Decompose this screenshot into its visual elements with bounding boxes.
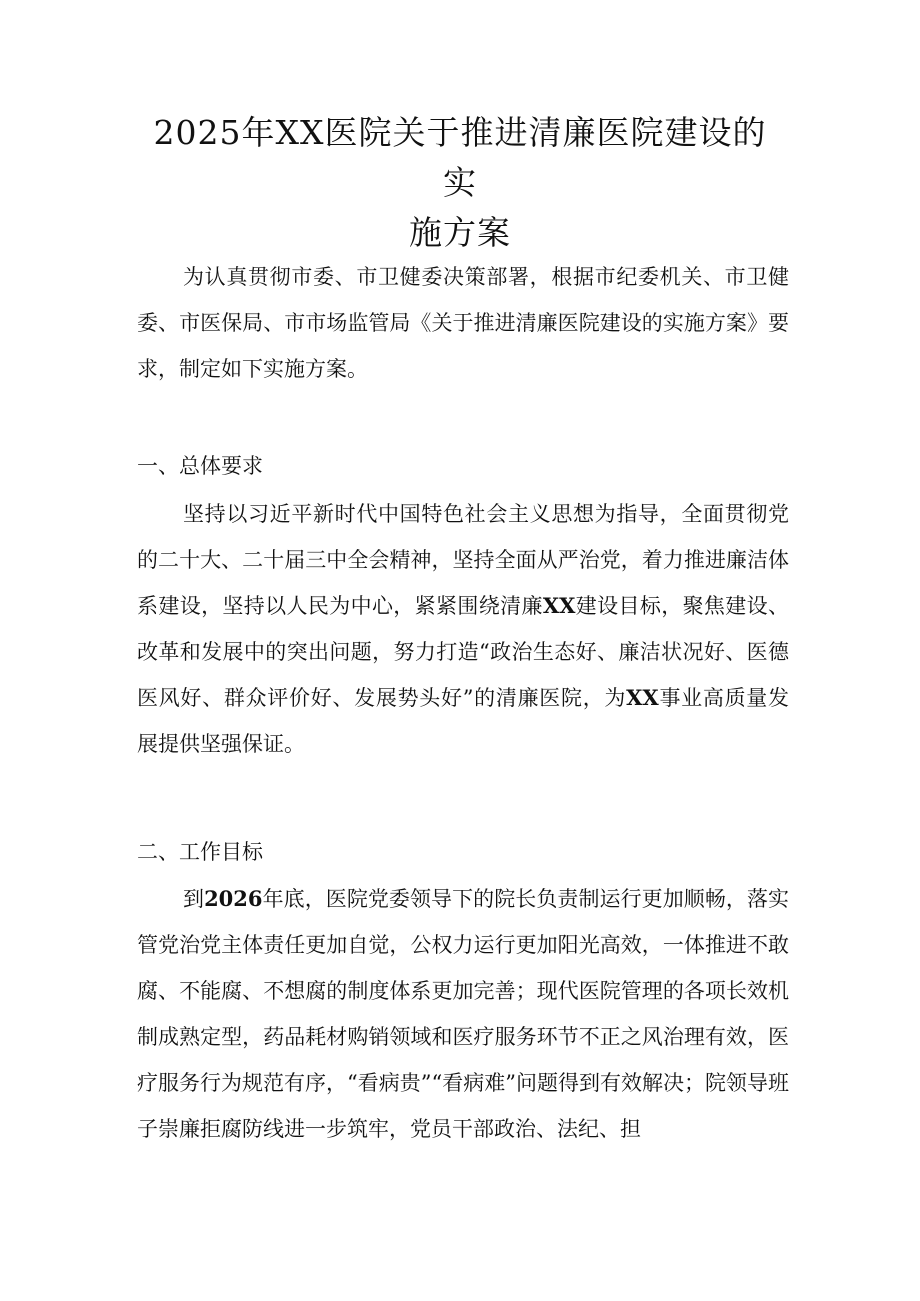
section-1-text-a: 坚持以习近平新时代中国特色社会主义思想为指导，全面贯彻党的二十大、二十届三中全会精神，坚持全面从严治党，着力推进廉洁体系建设，坚持以人民为中心，紧紧围绕清廉	[137, 502, 789, 618]
section-2-paragraph	[137, 876, 789, 1152]
section-2-text-b: 年底，医院党委领导下的院长负责制运行更加顺畅，落实管党治党主体责任更加自觉，公权力运行更加阳光高效，一体推进不敢腐、不能腐、不想腐的制度体系更加完善；现代医院管理的各项长效机制成熟定型，药品耗材购销领域和医疗服务环节不正之风治理有效，医疗服务行为规范有序，“看病贵”“看病难”问题得到有效解决；院领导班子崇廉拒腐防线进一步筑牢，党员干部政治、法纪、担	[137, 887, 790, 1141]
document-title	[140, 108, 780, 258]
section-1-paragraph	[137, 491, 789, 767]
title-line-2: 施方案	[409, 213, 511, 252]
section-1-placeholder-a: XX	[542, 593, 576, 618]
section-1-placeholder-b: XX	[626, 685, 659, 710]
section-2-year: 2026	[204, 886, 263, 911]
section-2-heading: 二、工作目标	[137, 840, 263, 864]
section-1-text-c: 事业高质量发展提供坚强保证。	[137, 686, 790, 756]
intro-paragraph: 为认真贯彻市委、市卫健委决策部署，根据市纪委机关、市卫健委、市医保局、市市场监管局《关于推进清廉医院建设的实施方案》要求，制定如下实施方案。	[137, 265, 789, 381]
section-1-heading: 一、总体要求	[137, 454, 263, 478]
section-1-text-b: 建设目标，聚焦建设、改革和发展中的突出问题，努力打造“政治生态好、廉洁状况好、医德医风好、群众评价好、发展势头好”的清廉医院，为	[137, 594, 790, 710]
section-2-text-a: 到	[183, 887, 205, 911]
title-line-1: 2025年XX医院关于推进清廉医院建设的实	[153, 113, 767, 202]
